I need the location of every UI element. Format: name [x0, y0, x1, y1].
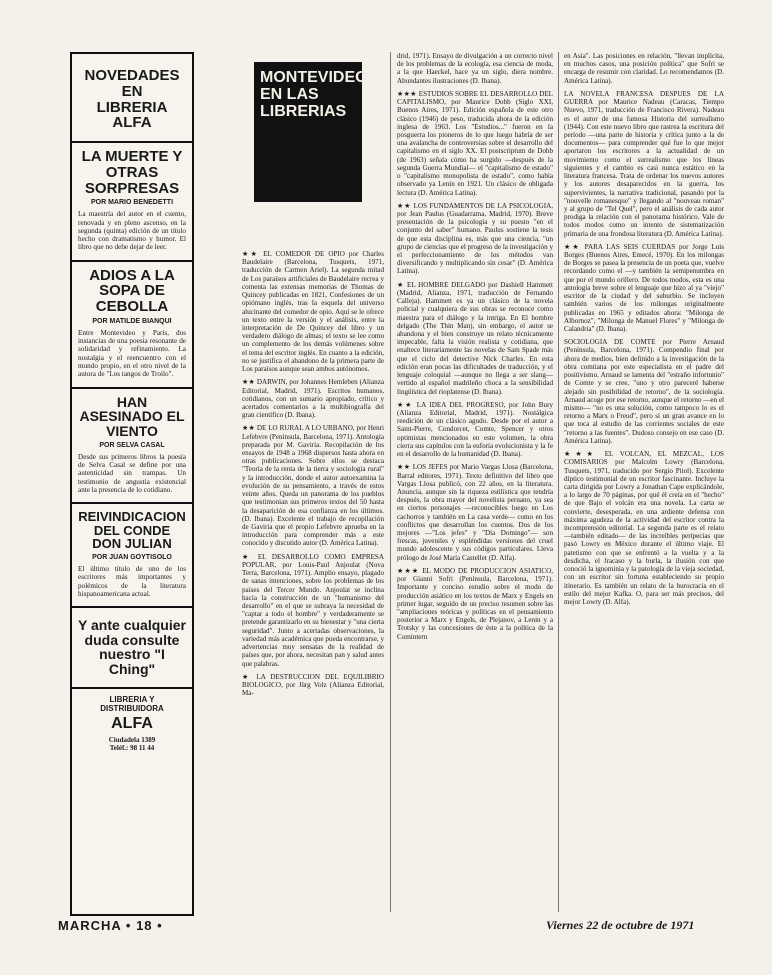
ad-asesinado-author: POR SELVA CASAL [99, 441, 165, 449]
review: en Asia". Las posiciones en relación, "llevan implícita, en muchos casos, una posición política" que Sofri se encarga de resumir con claridad. Lo recomendamos (D. América Latina). [564, 52, 724, 85]
ad-muerte-author: POR MARIO BENEDETTI [90, 199, 174, 207]
review: ★★ EL COMEDOR DE OPIO por Charles Baudelaire (Barcelona, Tusquets, 1971, traducción de Carmen Ariel). La segunda mitad de Los paraísos artificiales de Baudelaire recrea y comenta las extensas memorias de Thomas de Quincey publicadas en 1821, Confesiones de un opiómano inglés, tras la esquela del universo alucinante del comedor de opio. Aquí se le ofrece un texto entre la versión y el análisis, entre la interpretación de De Quincey del libro y un verdadero diálogo de almas; el texto se lee como un complemento de los demás volúmenes sobre el tema del escritor inglés. En cuanto a la edición, no se justifica el abandono de la primera parte de Los paraísos aunque sean ambos autónomos. [242, 250, 384, 374]
review: ★★★ EL VOLCAN, EL MEZCAL, LOS COMISARIOS por Malcolm Lowry (Barcelona, Tusquets, 1971, traducido por Sergio Pitol). Excelente díptico testimonial de un escritor fascinante. Incluye la carta dirigida por Lowry a Jonathan Cape explicándole, a lo largo de 70 páginas, por qué él creía en el "hecho" de que Bajo el volcán era una novela. La carta se convierte, desesperada, en una ardiente defensa con máxima agudeza de la actividad del escritor contra la incomprensión editorial. La segunda parte es el relato —también editado— de las increíbles peripecias que pasó Lowry en México durante el último viaje. El patetismo con que se enfrentó a la vuelta y a la desdicha, el fracaso y la burla, la ilusión con que conoció la ignominia y la patología de la vieja sociedad, con un escritor sin fortuna estableciendo su propio itinerario. Es también un relato de la burocracia en el estilo del mejor Kafka. O, para ser más precisos, del mejor Lowry (D. Alfa). [564, 450, 724, 606]
column-rule [558, 52, 559, 912]
ad-muerte-title: LA MUERTE Y OTRAS SORPRESAS [81, 148, 183, 197]
section-banner: MONTEVIDEO EN LAS LIBRERIAS [254, 62, 362, 202]
reviews-column-2 [242, 250, 384, 910]
ad-header [72, 54, 192, 143]
review: ★ EL HOMBRE DELGADO por Dashiell Hammett (Madrid, Alianza, 1971, traducción de Fernando Calleja). Hammett es ya un clásico de la novela policial y cualquiera de sus obras se reconoce como maestra para el diálogo y la intriga. En El hombre delgado (The Thin Man), sin embargo, el autor se abandona y el bien construye un relato técnicamente impecable, falta la visión realista y cotidiana, que enaltece literariamente las novelas de Sam Spade más que el ciclo del detective Nick Charles. En esta edición eran pocas las dificultades de traducción, y el lenguaje coloquial —aunque no llega a ser slang— vertido al español madrileño choca a la sensibilidad lingüística del rioplatense (D. Ibana). [397, 280, 553, 396]
ad-adios-text: Entre Montevideo y París, dos instancias de una poesía resonante de solidaridad y refinamiento. La nostalgia y el reencuentro con el mundo propio, en el otro nivel de la autora de "Los tangos de Troilo". [78, 328, 186, 379]
review: ★★ LOS FUNDAMENTOS DE LA PSICOLOGIA, por Jean Paulus (Guadarrama, Madrid, 1970). Breve presentación de la psicología y su puesto "en el conjunto del saber" humano. Paulus sostiene la tesis de que esta disciplina es, más que una ciencia, "un grupo de ciencias que el progreso de la investigación y el perfeccionamiento de los métodos van diversificando y multiplicando sin cesar" (D. América Latina). [397, 201, 553, 276]
review: ★★ DE LO RURAL A LO URBANO, por Henri Lefebvre (Península, Barcelona, 1971). Antología preparada por M. Gaviria. Recopilación de los ensayos de 1948 a 1968 dispersos hasta ahora en otras publicaciones. Sobre ellos se destaca "Teoría de la renta de la tierra y sociología rural" y la introducción, donde el autor autoexamina la evolución de su pensamiento, a través de estos veinte años. Queda un panorama de los pueblos que testimonian sus primeros textos del 50 hasta la desaparición de esa confianza en los últimos. (D. Ibana). Excelente el trabajo de recopilación de Gaviria que el propio Lefebvre aprueba en la introducción para comprender más a este conocido y discutido autor (D. América Latina). [242, 424, 384, 548]
ad-adios-author: POR MATILDE BIANQUI [92, 317, 172, 325]
ad-muerte-text: La maestría del autor en el cuento, renovada y en pleno ascenso, en la segunda (quinta) edición de un título hecho con dramatismo y humor. El libro que no debe dejar de leer. [78, 210, 186, 252]
ad-ching [72, 608, 192, 689]
ad-julian-author: POR JUAN GOYTISOLO [92, 553, 172, 561]
ad-asesinado [72, 389, 192, 504]
ad-adios-title: ADIOS A LA SOPA DE CEBOLLA [89, 266, 175, 316]
reviews-column-3 [397, 52, 553, 912]
ad-distributor [72, 689, 192, 758]
reviews-column-4 [564, 52, 724, 912]
review: ★★★ EL MODO DE PRODUCCION ASIATICO, por Gianni Sofri (Península, Barcelona, 1971). Importante y conciso estudio sobre el modo de producción asiático en los textos de Marx y Engels en primer lugar, seguido de un preciso resumen sobre las "ampliaciones teóricas y políticas en el pensamiento posterior a Marx y Engels, de Plejanov, a Lenin y a Trotsky y las concesiones de éste a la política de la Comintern [397, 566, 553, 641]
ad-distrib-line2: DISTRIBUIDORA [100, 703, 164, 713]
review: ★ LA DESTRUCCION DEL EQUILIBRIO BIOLOGICO, por Jürg Volz (Alianza Editorial, Ma- [242, 672, 384, 698]
ad-julian [72, 504, 192, 608]
ad-asesinado-title: HAN ASESINADO EL VIENTO [79, 393, 185, 439]
review: ★★ LA IDEA DEL PROGRESO, por John Bury (Alianza Editorial, Madrid, 1971). Nostálgica reedición de un clásico agudo. Desde por el autor a Saint-Pierre, Condorcet, Comte, Spencer y otros optimistas mencionados en este volumen, la obra cierra sus capítulos con la euforia evolucionista y la fe en el desarrollo de la humanidad (D. Ibana). [397, 400, 553, 459]
ad-distrib-line1: LIBRERIA Y [109, 694, 155, 704]
review: drid, 1971). Ensayo de divulgación a un correcto nivel de los problemas de la ecología, esa ciencia de moda, a la que Haeckel, hace ya un siglo, diera nombre. Abundantes ilustraciones (D. Ibana). [397, 52, 553, 85]
ad-julian-title: REIVINDICACION DEL CONDE DON JULIAN [78, 509, 186, 552]
review: ★★★ ESTUDIOS SOBRE EL DESARROLLO DEL CAPITALISMO, por Maurice Dobb (Siglo XXI, Buenos Aires, 1971). Edición española de este otro clásico (1946) de peso, traducida ahora de la edición inglesa de 1963. Los "Estudios..." fueron en la posguerra los pioneros de lo que luego habría de ser una avalancha de controversias sobre el desarrollo del capitalismo en el siglo XX. El postscriptum de Dobb (de 1963) señala cómo ha surgido —después de la segunda Guerra Mundial— el "capitalismo de estado" o "capitalismo monopolista de estado", como había observado ya Lenin en 1921. Un clásico de obligada lectura (D. América Latina). [397, 89, 553, 197]
review: LA NOVELA FRANCESA DESPUES DE LA GUERRA por Maurice Nadeau (Caracas, Tiempo Nuevo, 1971, traducción de Francisco Rivera). Nadeau es el autor de una famosa Historia del surrealismo (1944). Con este nuevo libro que rastrea la escritura del período —una parte de historia y crítica junto a la de documentos— para comprender qué fue lo que mejor aportaron los escritores a la actualidad de un movimiento como el surrealismo que los líneas siguientes y el cambio es casi nunca estático en la literatura francesa. Trata de ordenar los nuevos autores y los autores desaparecidos en la guerra, los supervivientes, la narrativa tradicional, pasando por la "nouvelle romanesque" y llegando al "nouveau roman" y al grupo de "Tel Quel", pero el análisis de cada autor prodiga la relación con el panorama histórico. Vale de todos modos como un intento de sistematización primaria de una frondosa literatura (D. América Latina). [564, 89, 724, 238]
footer-date: Viernes 22 de octubre de 1971 [546, 918, 695, 932]
ad-header-line2: LIBRERIA ALFA [96, 98, 168, 132]
ad-distrib-phone: Teléf.: 98 11 44 [109, 743, 155, 752]
review: ★★ PARA LAS SEIS CUERDAS por Jorge Luis Borges (Buenos Aires, Emecé, 1970). En los milongas de Borges se pasea la presencia de un poeta que, vuelve recordando como el —y también la semipenumbra en que por el mundo orillero. De todos modos, esta es una antología breve sobre el lenguaje que hizo al ya "viejo" escritor de la ciudad y del suburbio. Se incluyen también varios de los milongas originalmente publicadas en 1965 y editados ahora: "Milonga de Albornoz", "Milonga de Manuel Flores" y "Milonga de Calandria" (D. Ibana). [564, 242, 724, 333]
ad-adios [72, 262, 192, 389]
review: ★★ DARWIN, por Johannes Hemleben (Alianza Editorial, Madrid, 1971). Escritos humanos, cotidianos, con un sumario apropiado, crítico y acertados comentarios a la multibiografía del gran científico (D. Ibana). [242, 378, 384, 420]
ad-distrib-name: ALFA [111, 714, 153, 732]
column-rule [390, 52, 391, 912]
ad-ching-title: Y ante cualquier duda consulte nuestro "I Ching" [78, 617, 186, 678]
ad-header-line1: NOVEDADES EN [84, 67, 180, 100]
alfa-advertisement [70, 52, 194, 916]
footer-masthead: MARCHA • 18 • [58, 918, 163, 933]
ad-muerte [72, 143, 192, 262]
ad-asesinado-text: Desde sus primeros libros la poesía de Selva Casal se define por una autenticidad sin trampas. Un testimonio de angustia existencial ante la presencia de lo cotidiano. [78, 452, 186, 494]
review: SOCIOLOGIA DE COMTE por Pierre Arnaud (Península, Barcelona, 1971). Compendio final por ahora de medios, bien definido a la investigación de la obra comtiana por este especialista en el padre del positivismo. Arnaud se lamenta del "estraño infortunio" de Comte y se cree, "uno y otro pareceré haberse alejado sin posibilidad de retorno", de la sociología. Arnaud acoge por ese retorno, aunque el retorno —en el mismo— "no es una solución, como tampoco lo es el retorno a Marx o Freud", pero sí un gran avance en lo que toca al estudio de las corrientes sociales de este "retorno a las fuentes". Dudoso consejo en ese caso (D. América Latina). [564, 338, 724, 445]
review: ★★ LOS JEFES por Mario Vargas Llosa (Barcelona, Barral editores, 1971). Texto definitivo del libro que Vargas Llosa publicó, con 22 años, en la literatura. Anuncia, aunque sin la riqueza estilística que tendría después, la obra mayor del novelista peruano, ya sea en ciertos personajes —reconocibles luego en Los cachorros y también en La casa verde— como en los conflictos que desarrollan los cuentos. Dos de los mejores —"Los jefes" y "Día Domingo"— son frescas, juveniles y espléndidas versiones del cruel mundo adolescente y sus códigos particulares. Lleva prólogo de José María Castellet (D. Alfa). [397, 463, 553, 562]
ad-julian-text: El último título de uno de los escritores más importantes y polémicos de la literatura hispanoamericana actual. [78, 564, 186, 598]
review: ★ EL DESARROLLO COMO EMPRESA POPULAR, por Louis-Paul Anjoulat (Nova Terra, Barcelona, 1971). Amplio ensayo, plagado de sanas intenciones, sobre los problemas de los países del Tercer Mundo. Anjoulat se inclina hacia la construcción de un "humanismo del desarrollo" en el que se subraya la necesidad de "captar a todo el hombre" y verdaderamente se pretende garantizarlo en su bienestar y "una cierta seguridad". Junto a acertadas observaciones, la variedad más académica que pueda encontrarse, y advertencias muy sensatas de la realidad de países que, por ahora, necesitan pan y salud antes que palabras. [242, 552, 384, 668]
ad-distrib-address: Ciudadela 1389 [108, 735, 156, 744]
